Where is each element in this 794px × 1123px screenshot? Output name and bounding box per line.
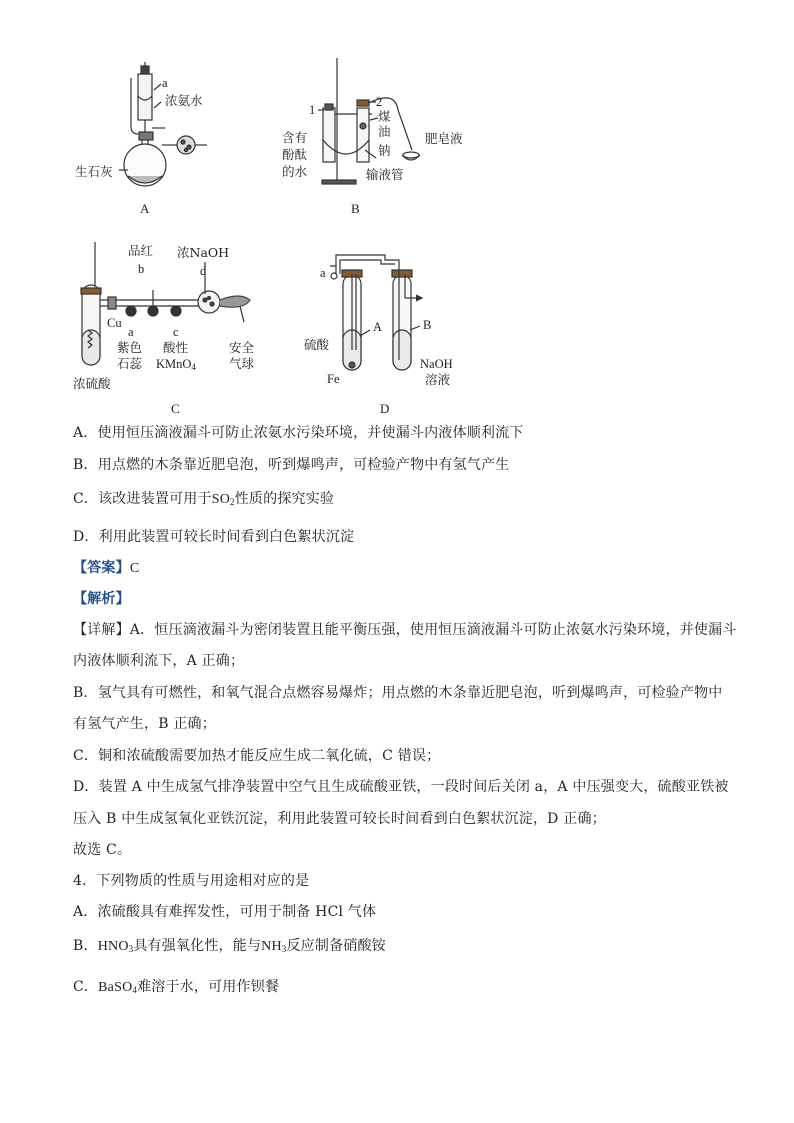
fig-c-label-zise2: 石蕊 bbox=[117, 356, 143, 371]
fig-d-label-a: a bbox=[320, 266, 326, 280]
fig-c-label-h2so4: 浓硫酸 bbox=[73, 376, 111, 391]
fig-c-label-ball2: 气球 bbox=[229, 356, 255, 371]
option-c-post: 性质的探究实验 bbox=[234, 491, 335, 507]
fig-d-caption: D bbox=[380, 401, 390, 416]
option-c-pre: C．该改进装置可用于 bbox=[73, 491, 212, 507]
detail-line-2: 内液体顺利流下，A 正确； bbox=[73, 653, 245, 669]
fig-c-caption: C bbox=[171, 401, 180, 416]
fig-b-label-kerosene1: 煤 bbox=[378, 109, 391, 124]
q4b-formula-2: NH bbox=[261, 939, 282, 954]
fig-b-label-tube: 输液管 bbox=[366, 167, 404, 182]
answer-tag: 【答案】 bbox=[73, 560, 130, 576]
q4b-sub-1: 3 bbox=[128, 944, 134, 954]
question-4-option-b bbox=[73, 937, 386, 958]
detail-line-3: B．氢气具有可燃性，和氧气混合点燃容易爆炸；用点燃的木条靠近肥皂泡，听到爆鸣声，可检验产物中 bbox=[73, 685, 723, 701]
fig-b-label-1: 1 bbox=[309, 103, 316, 117]
fig-d-label-acid: 硫酸 bbox=[304, 337, 330, 352]
option-c-formula: SO bbox=[211, 492, 231, 507]
option-b: B．用点燃的木条靠近肥皂泡，听到爆鸣声，可检验产物中有氢气产生 bbox=[73, 457, 510, 473]
question-4-option-a: A．浓硫酸具有难挥发性，可用于制备 HCl 气体 bbox=[73, 904, 377, 920]
fig-d-label-fe: Fe bbox=[327, 372, 340, 386]
analysis-tag: 【解析】 bbox=[73, 591, 130, 607]
fig-c-label-c: c bbox=[173, 325, 179, 339]
detail-line-5: C．铜和浓硫酸需要加热才能反应生成二氧化硫，C 错误； bbox=[73, 748, 441, 764]
detail-line-6: D．装置 A 中生成氢气排净装置中空气且生成硫酸亚铁，一段时间后关闭 a，A 中压强变大，硫酸亚铁被 bbox=[73, 779, 729, 795]
fig-a-label-lime: 生石灰 bbox=[75, 164, 113, 179]
option-c-sub: 2 bbox=[230, 497, 235, 507]
fig-d-label-A: A bbox=[373, 320, 383, 334]
detail-line-4: 有氢气产生，B 正确； bbox=[73, 716, 216, 732]
fig-c-label-naoh: 浓NaOH bbox=[177, 245, 230, 260]
question-4-option-c bbox=[73, 978, 279, 999]
q4c-pre: C． bbox=[73, 979, 99, 995]
fig-b-label-2: 2 bbox=[376, 95, 383, 109]
fig-c-label-d: d bbox=[200, 264, 207, 278]
answer-line bbox=[73, 559, 139, 578]
fig-c-label-b: b bbox=[138, 262, 145, 276]
q4b-formula-1: HNO bbox=[97, 939, 129, 954]
detail-line-7: 压入 B 中生成氢氧化亚铁沉淀，利用此装置可较长时间看到白色絮状沉淀，D 正确； bbox=[73, 811, 606, 827]
fig-b-label-water3: 的水 bbox=[282, 164, 308, 179]
option-a: A．使用恒压滴液漏斗可防止浓氨水污染环境，并使漏斗内液体顺利流下 bbox=[73, 425, 524, 441]
fig-d-label-naoh1: NaOH bbox=[420, 357, 453, 371]
apparatus-b-drawing bbox=[318, 58, 420, 184]
fig-c-label-zise1: 紫色 bbox=[117, 340, 143, 355]
q4b-sub-2: 3 bbox=[281, 944, 287, 954]
fig-b-label-soap: 肥皂液 bbox=[425, 131, 463, 146]
apparatus-d-drawing bbox=[330, 255, 422, 370]
fig-a-label-ammonia: 浓氨水 bbox=[165, 93, 203, 108]
fig-c-label-kmno4 bbox=[156, 357, 196, 374]
fig-c-label-cu: Cu bbox=[107, 316, 122, 330]
q4b-mid: 具有强氧化性，能与 bbox=[133, 938, 262, 954]
kmno4-text: KMnO bbox=[156, 357, 192, 371]
q4b-pre: B． bbox=[73, 938, 98, 954]
option-d: D．利用此装置可较长时间看到白色絮状沉淀 bbox=[73, 529, 355, 545]
fig-d-label-naoh2: 溶液 bbox=[425, 372, 451, 387]
fig-d-label-B: B bbox=[423, 318, 432, 332]
detail-line-1: 【详解】A．恒压滴液漏斗为密闭装置且能平衡压强，使用恒压滴液漏斗可防止浓氨水污染环境，并使漏斗 bbox=[73, 622, 737, 638]
fig-b-label-kerosene2: 油 bbox=[378, 124, 391, 139]
fig-c-label-pinhong: 品红 bbox=[128, 243, 154, 258]
fig-b-label-water1: 含有 bbox=[282, 130, 308, 145]
q4b-post: 反应制备硝酸铵 bbox=[286, 938, 386, 954]
answer-value: C bbox=[129, 561, 140, 576]
fig-a-caption: A bbox=[140, 201, 150, 216]
q4c-sub: 4 bbox=[132, 985, 138, 995]
fig-a-label-a: a bbox=[162, 76, 168, 90]
option-c bbox=[73, 490, 334, 511]
detail-line-8: 故选 C。 bbox=[73, 842, 132, 858]
fig-c-label-a: a bbox=[128, 325, 134, 339]
fig-c-label-acid1: 酸性 bbox=[163, 340, 189, 355]
question-4-stem: 4．下列物质的性质与用途相对应的是 bbox=[73, 873, 310, 889]
fig-c-label-ball1: 安全 bbox=[229, 340, 255, 355]
fig-b-label-sodium: 钠 bbox=[378, 143, 391, 158]
q4c-post: 难溶于水，可用作钡餐 bbox=[137, 979, 280, 995]
q4c-formula: BaSO bbox=[98, 980, 133, 995]
fig-b-caption: B bbox=[351, 201, 360, 216]
fig-b-label-water2: 酚酞 bbox=[282, 147, 308, 162]
kmno4-subscript: 4 bbox=[191, 362, 196, 372]
